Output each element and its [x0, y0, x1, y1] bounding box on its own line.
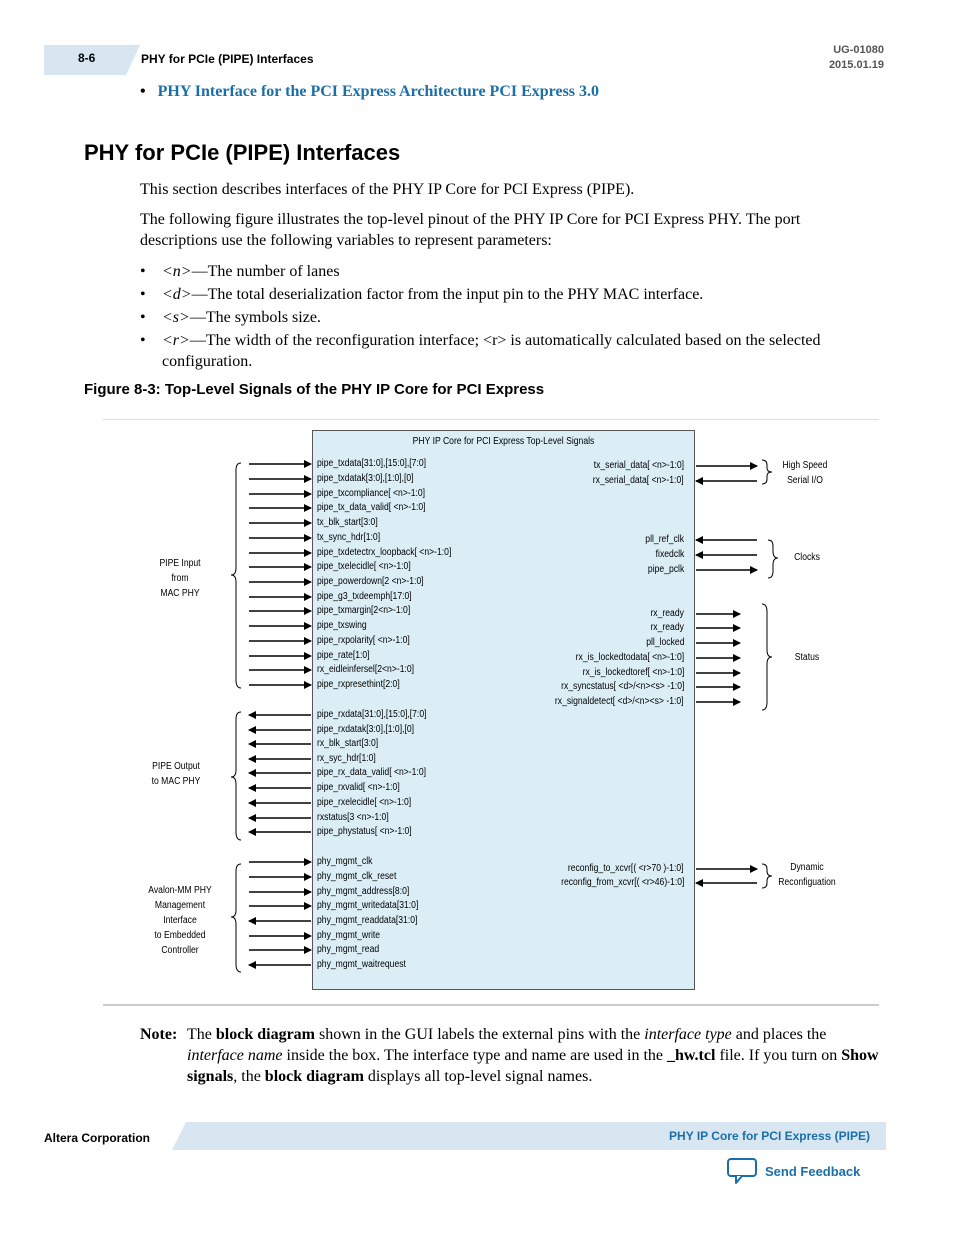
group-label-line: from — [171, 573, 189, 584]
left-signal-label: rx_eidleinfersel[2<n>-1:0] — [317, 664, 415, 675]
right-signal-label: fixedclk — [655, 549, 684, 560]
left-signal-label: pipe_txdatak[3:0],[1:0],[0] — [317, 473, 414, 484]
brace-avalon — [231, 864, 241, 972]
left-signal-label: pipe_rxpolarity[ <n>-1:0] — [317, 635, 410, 646]
left-signal-label: pipe_txdata[31:0],[15:0],[7:0] — [317, 458, 427, 469]
right-signal-label: pipe_pclk — [647, 564, 684, 575]
note-part: file. If you turn on — [715, 1047, 842, 1064]
figure-intro-paragraph: The following figure illustrates the top-level pinout of the PHY IP Core for PCI Express PHY. The port descriptions use the following variables to represent parameters: — [140, 211, 801, 249]
left-signal-label: phy_mgmt_clk_reset — [317, 871, 397, 882]
brace-pipe-output — [231, 712, 241, 840]
group-label-line: Avalon-MM PHY — [148, 885, 212, 896]
header-title: PHY for PCIe (PIPE) Interfaces — [141, 52, 314, 66]
group-label-line: Serial I/O — [787, 475, 823, 486]
left-signal-label: pipe_rate[1:0] — [317, 650, 370, 661]
brace-status — [762, 604, 772, 710]
note-part: _hw.tcl — [666, 1047, 716, 1064]
left-signal-label: rxstatus[3 <n>-1:0] — [317, 812, 389, 823]
left-signal-label: phy_mgmt_address[8:0] — [317, 886, 410, 897]
right-signal-label: rx_ready — [650, 608, 684, 619]
left-signal-label: pipe_tx_data_valid[ <n>-1:0] — [317, 502, 426, 513]
left-signal-label: pipe_rxpresethint[2:0] — [317, 679, 400, 690]
intro-paragraph: This section describes interfaces of the PHY IP Core for PCI Express (PIPE). — [140, 181, 635, 198]
variable-name: <n> — [162, 263, 192, 280]
left-signal-label: phy_mgmt_waitrequest — [317, 959, 406, 970]
left-signal-label: pipe_rxdatak[3:0],[1:0],[0] — [317, 724, 415, 735]
brace-high-speed — [762, 460, 772, 484]
send-feedback-link[interactable] — [727, 1158, 860, 1184]
left-signal-label: phy_mgmt_read — [317, 944, 380, 955]
right-signal-label: reconfig_from_xcvr[( <r>46)-1:0] — [560, 877, 684, 888]
left-signal-label: pipe_powerdown[2 <n>-1:0] — [317, 576, 424, 587]
brace-pipe-input — [231, 463, 241, 688]
left-signal-label: phy_mgmt_write — [317, 930, 381, 941]
note-part: shown in the GUI labels the external pins with the — [315, 1026, 645, 1043]
variable-desc: —The width of the reconfiguration interface; <r> is automatically calculated based on the selected configuration. — [162, 332, 821, 370]
group-label-line: Clocks — [794, 552, 820, 563]
figure-rule-bottom — [103, 1004, 879, 1006]
left-signal-label: pipe_rxvalid[ <n>-1:0] — [317, 782, 400, 793]
left-signal-label: rx_blk_start[3:0] — [317, 738, 379, 749]
brace-clocks — [768, 540, 778, 578]
group-label-line: to MAC PHY — [151, 776, 201, 787]
note-part: displays all top-level signal names. — [363, 1068, 593, 1085]
group-label-line: PIPE Output — [152, 761, 200, 772]
right-signal-label: rx_syncstatus[ <d>/<n><s> -1:0] — [560, 681, 684, 692]
note-part: Show signals — [187, 1047, 879, 1085]
variable-name: <s> — [162, 309, 190, 326]
feedback-bubble-icon — [727, 1158, 757, 1184]
pipe-spec-link-text: PHY Interface for the PCI Express Architecture PCI Express 3.0 — [157, 83, 600, 100]
left-signal-label: pipe_txcompliance[ <n>-1:0] — [317, 488, 426, 499]
group-label-line: Reconfiguation — [778, 877, 836, 888]
right-signal-label: rx_ready — [650, 622, 684, 633]
left-signal-label: pipe_rx_data_valid[ <n>-1:0] — [317, 767, 427, 778]
block-title: PHY IP Core for PCI Express Top-Level Signals — [412, 436, 595, 447]
note-part: The — [187, 1026, 216, 1043]
note-part: block diagram — [215, 1026, 315, 1043]
left-signal-label: phy_mgmt_clk — [317, 856, 373, 867]
left-signal-label: rx_syc_hdr[1:0] — [317, 753, 376, 764]
note-part: inside the box. The interface type and name are used in the — [282, 1047, 667, 1064]
group-label-line: Management — [154, 900, 206, 911]
left-signal-label: pipe_rxelecidle[ <n>-1:0] — [317, 797, 412, 808]
right-signal-label: rx_signaldetect[ <d>/<n><s> -1:0] — [555, 696, 684, 707]
note-text — [187, 1024, 880, 1087]
note-part: block diagram — [264, 1068, 364, 1085]
group-label-line: Status — [794, 652, 820, 663]
label-status — [786, 650, 829, 665]
left-signal-label: pipe_g3_txdeemph[17:0] — [317, 591, 412, 602]
variable-desc: —The number of lanes — [191, 263, 340, 280]
left-signal-label: phy_mgmt_writedata[31:0] — [317, 900, 419, 911]
note-part: interface name — [187, 1047, 283, 1064]
variable-desc: —The symbols size. — [189, 309, 321, 326]
chapter-number: 8-6 — [78, 51, 96, 65]
right-signal-label: pll_ref_clk — [645, 534, 684, 545]
right-signal-label: pll_locked — [645, 637, 684, 648]
group-label-line: Interface — [163, 915, 197, 926]
right-signal-label: tx_serial_data[ <n>-1:0] — [593, 460, 684, 471]
section-title: PHY for PCIe (PIPE) Interfaces — [84, 140, 401, 165]
group-label-line: Controller — [161, 945, 199, 956]
right-signal-label: rx_is_lockedtodata[ <n>-1:0] — [575, 652, 684, 663]
doc-id-number: UG-01080 — [833, 44, 884, 56]
group-label-line: PIPE Input — [159, 558, 201, 569]
note — [140, 1024, 880, 1087]
left-signal-label: pipe_txmargin[2<n>-1:0] — [317, 605, 411, 616]
left-signal-label: tx_sync_hdr[1:0] — [317, 532, 381, 543]
label-pipe-input — [144, 556, 216, 601]
variable-name: <d> — [162, 286, 192, 303]
left-signal-label: pipe_rxdata[31:0],[15:0],[7:0] — [317, 709, 427, 720]
variable-desc: —The total deserialization factor from the input pin to the PHY MAC interface. — [191, 286, 704, 303]
left-signal-label: phy_mgmt_readdata[31:0] — [317, 915, 418, 926]
left-signal-label: tx_blk_start[3:0] — [317, 517, 378, 528]
footer-company: Altera Corporation — [44, 1131, 151, 1145]
left-signal-label: pipe_txdetectrx_loopback[ <n>-1:0] — [317, 547, 452, 558]
right-signal-label: rx_serial_data[ <n>-1:0] — [593, 475, 684, 486]
right-signal-label: rx_is_lockedtoref[ <n>-1:0] — [582, 667, 684, 678]
group-label-line: MAC PHY — [160, 588, 200, 599]
bullet-dot: • — [140, 83, 146, 100]
label-high-speed — [775, 458, 835, 488]
variable-name: <r> — [162, 332, 190, 349]
left-signal-label: pipe_phystatus[ <n>-1:0] — [317, 826, 412, 837]
label-avalon — [139, 883, 222, 958]
label-clocks — [786, 550, 829, 565]
group-label-line: High Speed — [782, 460, 828, 471]
group-label-line: Dynamic — [790, 862, 824, 873]
brace-dynamic — [762, 864, 772, 888]
label-pipe-output — [140, 759, 212, 789]
left-signal-label: pipe_txswing — [317, 620, 367, 631]
brace-layer — [231, 460, 778, 972]
footer-chapter: PHY IP Core for PCI Express (PIPE) — [669, 1129, 870, 1143]
note-part: and places the — [731, 1026, 827, 1043]
send-feedback-text: Send Feedback — [765, 1163, 861, 1179]
note-label: Note: — [140, 1026, 178, 1043]
figure-caption: Figure 8-3: Top-Level Signals of the PHY IP Core for PCI Express — [84, 381, 545, 398]
right-signal-label: reconfig_to_xcvr[( <r>70 )-1:0] — [568, 863, 684, 874]
group-label-line: to Embedded — [154, 930, 206, 941]
note-part: interface type — [644, 1026, 732, 1043]
doc-date: 2015.01.19 — [828, 59, 884, 71]
label-dynamic — [772, 860, 843, 890]
note-part: , the — [233, 1068, 265, 1085]
left-signal-label: pipe_txelecidle[ <n>-1:0] — [317, 561, 411, 572]
